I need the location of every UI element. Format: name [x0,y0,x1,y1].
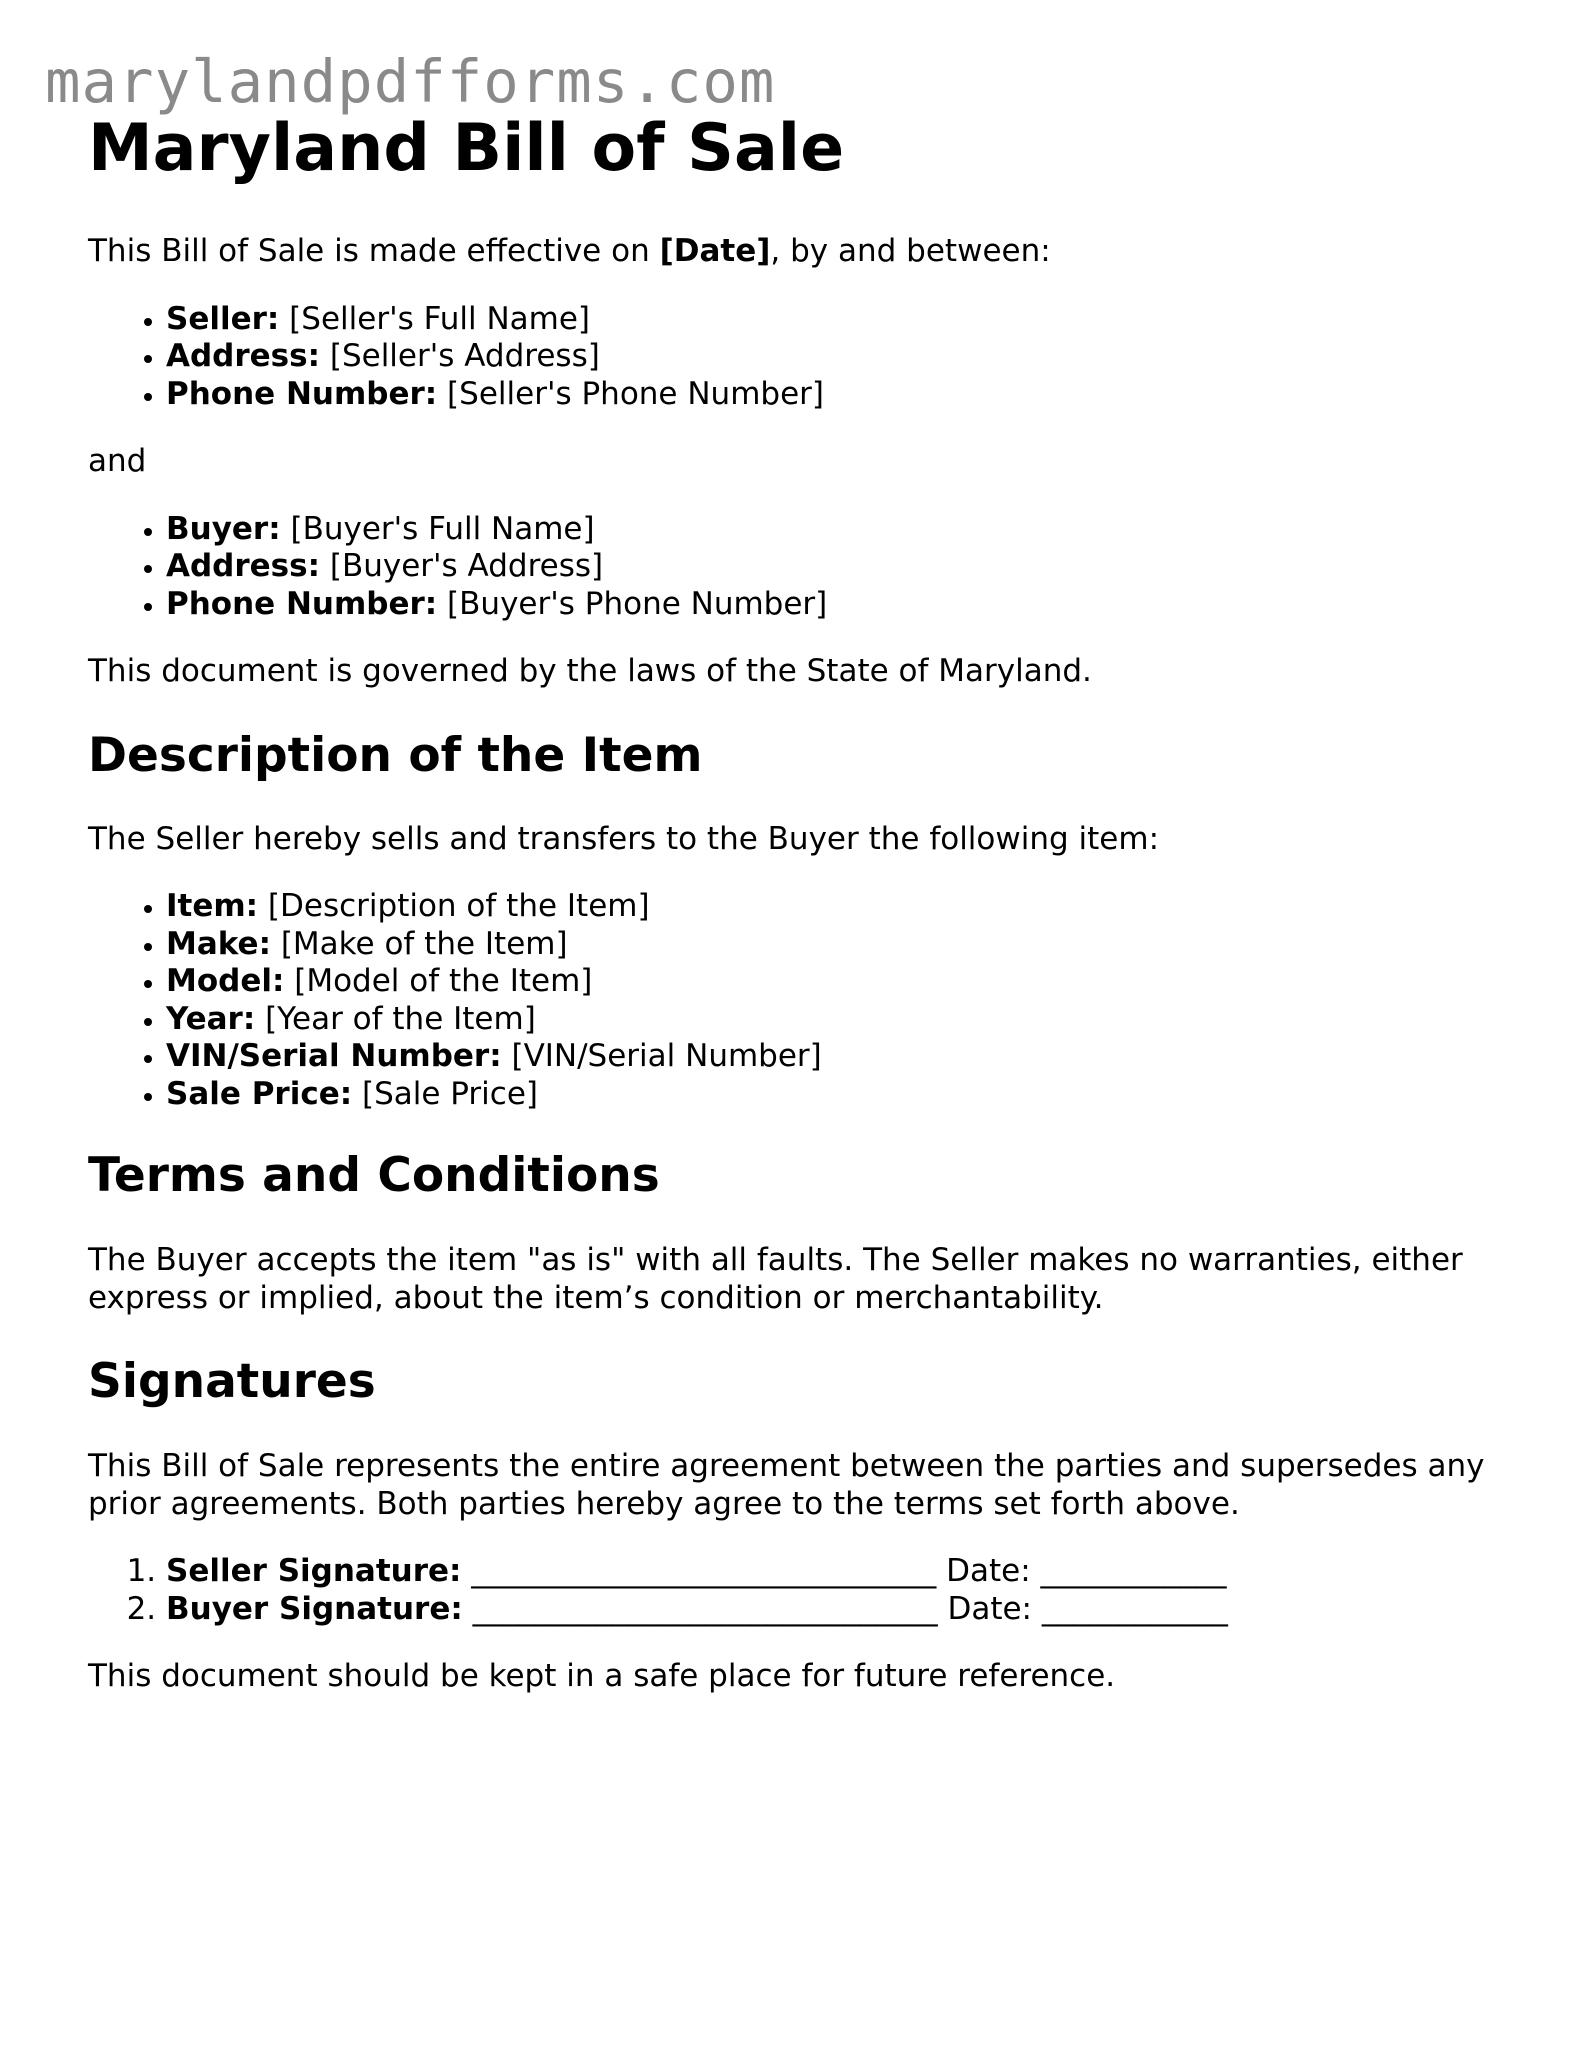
field-value: [Buyer's Address] [320,548,604,584]
field-value: [Buyer's Full Name] [280,510,595,547]
signature-blank: ______________________________ Date: ____________ [462,1590,1228,1627]
field-label: Model: [166,963,285,999]
field-label: Buyer Signature: [166,1590,463,1627]
field-value: [VIN/Serial Number] [501,1038,822,1074]
intro-text: This Bill of Sale is made effective on [88,233,660,269]
field-label: Item: [166,888,259,924]
description-heading: Description of the Item [88,727,703,783]
item-make-item [166,926,1528,964]
field-label: Address: [166,338,320,374]
field-value: [Description of the Item] [258,888,650,924]
field-label: VIN/Serial Number: [166,1038,502,1074]
field-label: Seller: [166,300,280,337]
effective-date-field: [Date] [659,233,771,269]
field-label: Sale Price: [166,1075,353,1112]
buyer-signature-line [166,1591,1528,1629]
field-label: Address: [166,548,320,584]
item-model-item [166,963,1528,1001]
buyer-address-item [166,548,1528,586]
field-label: Buyer: [166,510,281,547]
seller-details-list [88,301,1528,414]
intro-paragraph [88,233,1528,271]
closing-paragraph: This document should be kept in a safe place for future reference. [88,1658,1116,1694]
buyer-phone-item [166,586,1528,624]
seller-signature-line [166,1553,1528,1591]
field-value: [Seller's Phone Number] [437,375,824,412]
item-details-list [88,888,1528,1113]
field-value: [Buyer's Phone Number] [437,585,828,622]
and-text: and [88,443,147,479]
buyer-name-item [166,511,1528,549]
field-value: [Year of the Item] [255,1000,536,1037]
seller-address-item [166,338,1528,376]
seller-name-item [166,301,1528,339]
item-year-item [166,1001,1528,1039]
terms-heading: Terms and Conditions [88,1148,660,1203]
intro-text-end: , by and between: [770,233,1051,269]
signatures-heading: Signatures [88,1354,376,1409]
page-title: Maryland Bill of Sale [88,111,845,186]
document-page [88,108,1528,1696]
agreement-paragraph: This Bill of Sale represents the entire agreement between the parties and supersedes any prior agreements. Both parties hereby agree to the terms set forth above. [88,1448,1485,1522]
field-label: Phone Number: [166,585,438,622]
field-label: Year: [166,1000,256,1037]
buyer-details-list [88,511,1528,624]
item-price-item [166,1076,1528,1114]
field-value: [Seller's Address] [320,338,600,374]
field-value: [Model of the Item] [284,963,593,999]
field-label: Seller Signature: [166,1553,462,1589]
signature-lines-list [88,1553,1528,1628]
field-value: [Make of the Item] [270,925,568,962]
governing-law-paragraph: This document is governed by the laws of the State of Maryland. [88,653,1092,689]
terms-paragraph: The Buyer accepts the item "as is" with all faults. The Seller makes no warranties, either express or implied, about the item’s condition or merchantability. [88,1242,1463,1316]
watermark: marylandpdfforms.com [45,47,776,116]
item-vin-item [166,1038,1528,1076]
field-value: [Seller's Full Name] [279,300,591,337]
description-intro: The Seller hereby sells and transfers to the Buyer the following item: [88,820,1160,857]
field-label: Make: [166,925,271,962]
signature-blank: ______________________________ Date: ____________ [461,1553,1227,1589]
seller-phone-item [166,376,1528,414]
field-label: Phone Number: [166,375,438,412]
item-description-item [166,888,1528,926]
field-value: [Sale Price] [352,1075,539,1112]
